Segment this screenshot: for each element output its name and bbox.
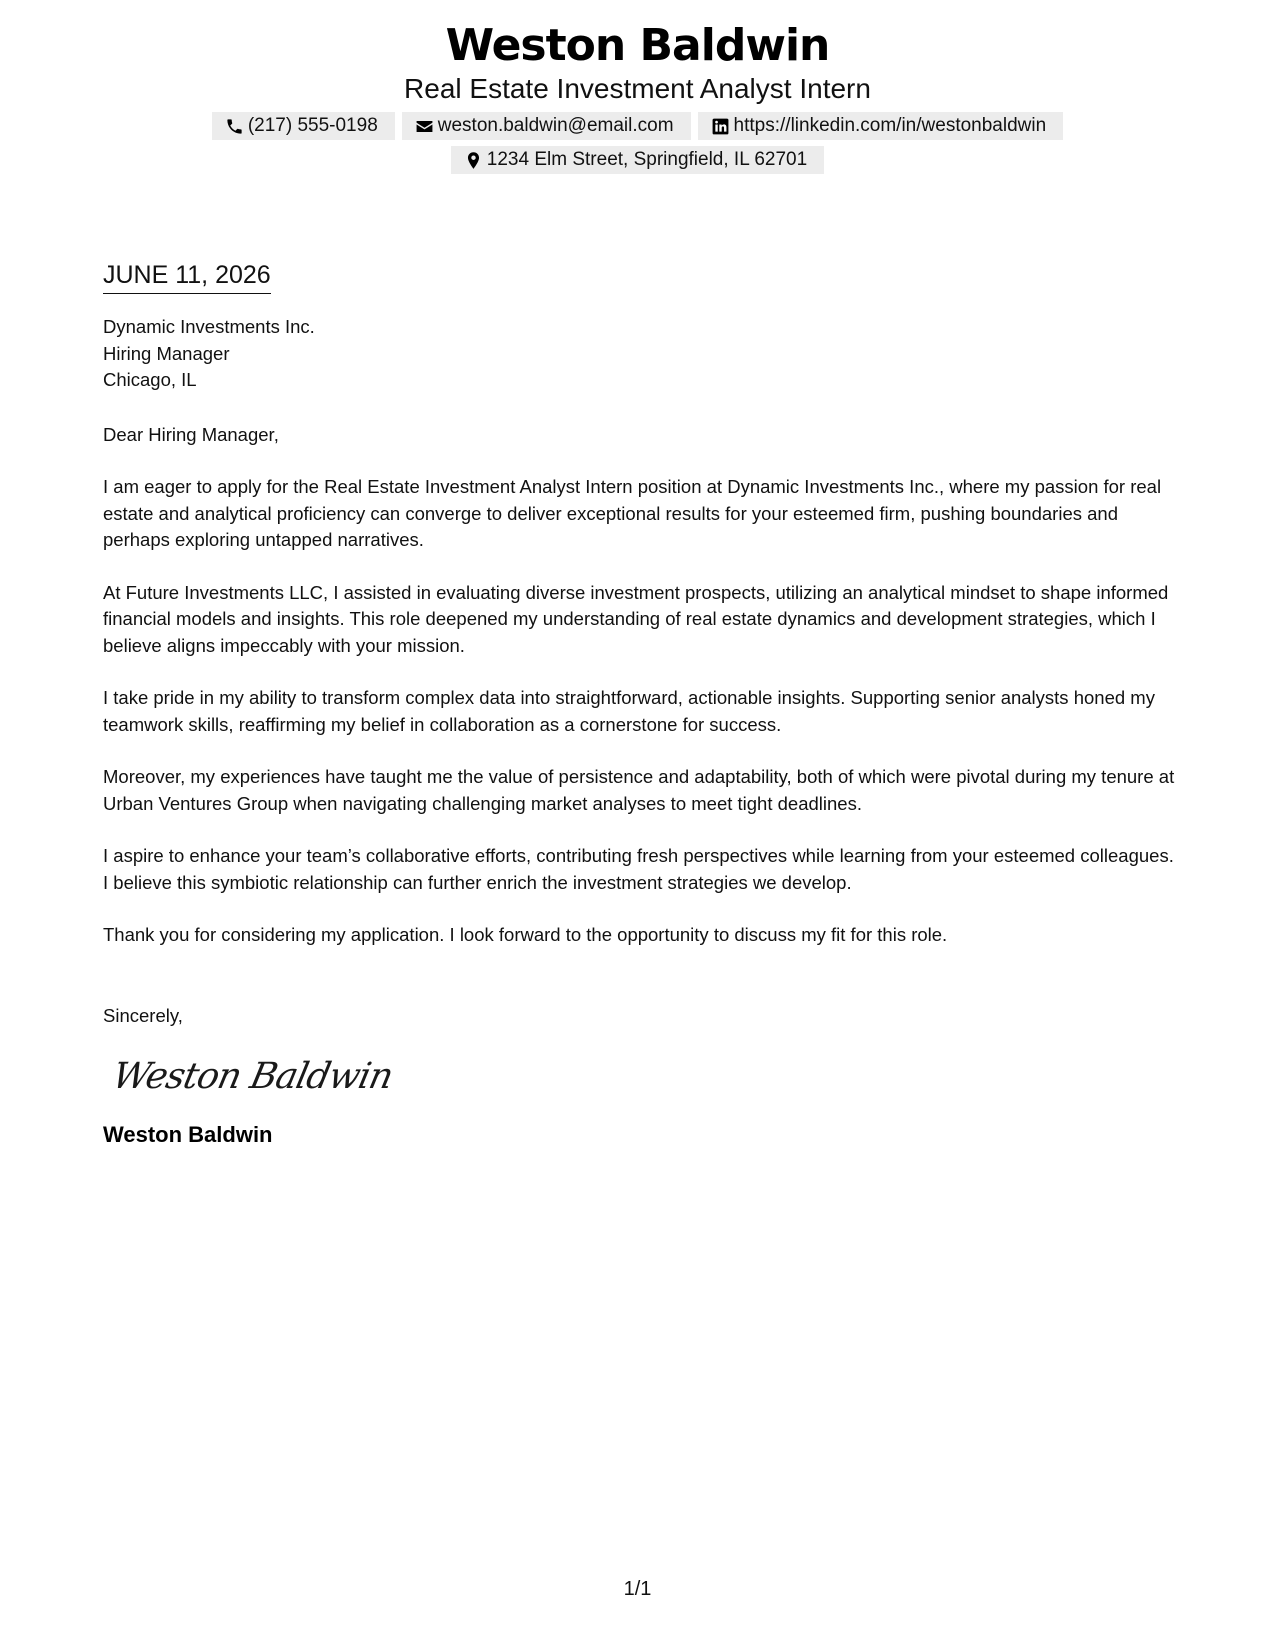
paragraph-2: At Future Investments LLC, I assisted in evaluating diverse investment prospects, utilizing an analytical mindset to shape informed financial models and insights. This role deepened my understanding of real estate dynamics and development strategies, which I believe aligns impeccably with your mission. [103,581,1169,656]
paragraph-5: I aspire to enhance your team’s collaborative efforts, contributing fresh perspectives while learning from your esteemed colleagues. I believe this symbiotic relationship can further enrich the investment strategies we develop. [103,845,1174,893]
letter-date: JUNE 11, 2026 [103,259,271,294]
recipient-location: Chicago, IL [103,369,197,390]
paragraph-1: I am eager to apply for the Real Estate Investment Analyst Intern position at Dynamic Investments Inc., where my passion for real estate and analytical proficiency can converge to deliver exceptional results for your esteemed firm, pushing boundaries and perhaps exploring untapped narratives. [103,476,1162,550]
applicant-role: Real Estate Investment Analyst Intern [404,73,871,104]
phone-text: (217) 555-0198 [247,115,378,136]
applicant-name: Weston Baldwin [445,20,830,71]
linkedin-chip[interactable] [698,112,1064,140]
linkedin-text: https://linkedin.com/in/westonbaldwin [733,115,1047,136]
page-number: 1/1 [623,1578,652,1600]
contact-row [0,112,1275,140]
salutation: Dear Hiring Manager, [103,423,279,445]
address-chip [451,146,824,174]
paragraph-4: Moreover, my experiences have taught me the value of persistence and adaptability, both of which were pivotal during my tenure at Urban Ventures Group when navigating challenging market analyses to meet tight deadlines. [103,766,1175,814]
envelope-icon [415,117,434,136]
closing: Sincerely, [103,1004,183,1026]
phone-icon [225,117,244,136]
recipient-title: Hiring Manager [103,342,230,364]
recipient-block [103,314,1183,394]
address-text: 1234 Elm Street, Springfield, IL 62701 [486,149,808,170]
signer-name: Weston Baldwin [103,1122,273,1147]
paragraph-6: Thank you for considering my application. I look forward to the opportunity to discuss my fit for this role. [103,924,948,945]
letter-header [0,18,1275,174]
phone-chip [212,112,395,140]
recipient-company: Dynamic Investments Inc. [103,316,315,337]
paragraph-3: I take pride in my ability to transform complex data into straightforward, actionable insights. Supporting senior analysts honed my teamwork skills, reaffirming my belief in collaboration as a cornerstone for success. [103,687,1155,735]
address-row [0,146,1275,174]
email-chip[interactable] [402,112,691,140]
linkedin-icon [711,117,730,136]
email-text: weston.baldwin@email.com [437,115,674,136]
map-marker-icon [464,151,483,170]
letter-body [103,259,1183,1149]
handwritten-signature: Weston Baldwin [108,1056,397,1097]
